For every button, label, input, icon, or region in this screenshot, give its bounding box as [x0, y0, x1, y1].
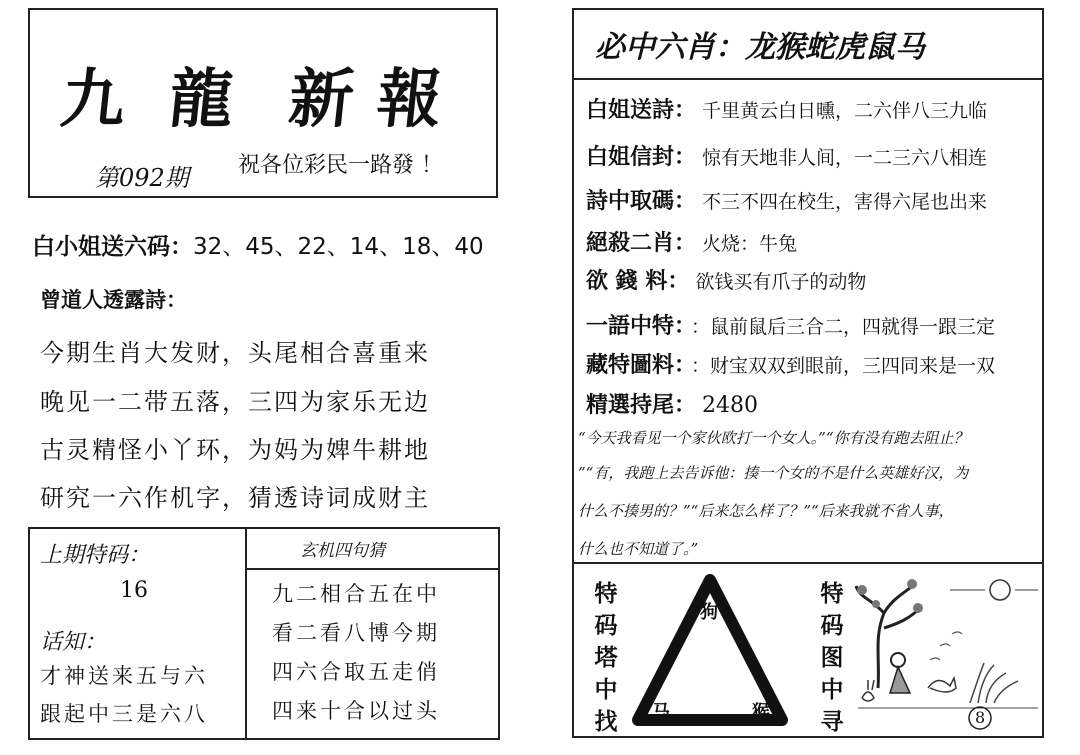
story-line-2: ”“有，我跑上去告诉他：揍一个女的不是什么英雄好汉，为 [578, 464, 969, 482]
riddle-line-3: 四六合取五走俏 [272, 660, 440, 684]
tower-animal-top: 狗 [700, 602, 718, 623]
poem-line-2: 晚见一二带五落，三四为家乐无边 [40, 388, 430, 416]
title-char-3: 新 [285, 62, 358, 137]
info-value: ：鼠前鼠后三合二，四就得一跟三定 [691, 316, 996, 338]
info-value: 火烧：牛兔 [702, 233, 798, 255]
poem-line-1: 今期生肖大发财，头尾相合喜重来 [40, 339, 430, 367]
info-row-kill-two [586, 226, 797, 257]
six-codes-label: 白小姐送六码： [32, 234, 193, 260]
tower-caption-char: 找 [594, 708, 618, 735]
info-value: 2480 [702, 393, 759, 418]
prev-code-label: 上期特码： [40, 543, 151, 568]
poem-line-4: 研究一六作机字，猜透诗词成财主 [40, 484, 430, 512]
info-value: 千里黄云白日曛，二六伴八三九临 [702, 100, 988, 122]
fruit-icon [907, 579, 917, 589]
prev-code-value: 16 [120, 578, 148, 603]
title-char-4: 報 [373, 62, 446, 137]
tower-caption [592, 578, 620, 738]
info-label: 精選持尾： [586, 392, 697, 418]
riddle-line-1: 九二相合五在中 [272, 582, 440, 606]
hint-line-1: 才神送来五与六 [40, 664, 208, 688]
info-row-poem [586, 93, 987, 124]
info-value: 不三不四在校生，害得六尾也出来 [702, 191, 988, 213]
person-body-icon [890, 667, 910, 693]
info-label: 藏特圖料： [586, 352, 686, 378]
info-row-poem-code [586, 184, 987, 215]
grass-icon [970, 663, 1018, 703]
tree-icon [856, 582, 920, 688]
riddle-line-4: 四来十合以过头 [272, 699, 440, 723]
info-value: ：财宝双双到眼前，三四同来是一双 [691, 355, 996, 377]
story-line-3: 什么不揍男的？”“后来怎么样了？”“后来我就不省人事， [578, 502, 954, 520]
poem-line-3: 古灵精怪小丫环，为妈为婢牛耕地 [40, 436, 430, 464]
fruit-icon [857, 585, 867, 595]
tower-animal-left: 马 [652, 702, 670, 723]
six-codes [32, 228, 484, 261]
tower-caption-char: 码 [594, 612, 618, 639]
picture-caption-char: 特 [820, 580, 844, 607]
picture-caption [818, 578, 846, 738]
story-line-4: 什么也不知道了。” [578, 540, 699, 558]
hint-label: 话知： [40, 630, 107, 655]
picture-caption-char: 码 [820, 612, 844, 639]
picture-number: 8 [975, 708, 986, 727]
poem-heading: 曾道人透露詩： [40, 288, 187, 312]
title-char-1: 九 [57, 62, 130, 137]
person-head-icon [891, 653, 905, 667]
picture-illustration [850, 568, 1040, 734]
info-row-hidden [586, 348, 995, 379]
issue-number: 第092期 [95, 164, 189, 192]
fruit-icon [913, 603, 923, 613]
info-label: 欲 錢 料： [586, 268, 690, 294]
picture-caption-char: 寻 [820, 708, 844, 735]
sun-icon [990, 580, 1010, 600]
tower-caption-char: 特 [594, 580, 618, 607]
riddle-line-2: 看二看八博今期 [272, 621, 440, 645]
fruit-icon [872, 600, 880, 608]
info-label: 一語中特： [586, 313, 686, 339]
picture-caption-char: 图 [820, 644, 844, 671]
story-line-1: “今天我看见一个家伙欧打一个女人。”“你有没有跑去阻止？ [578, 429, 969, 447]
killer-heading: 必中六肖：龙猴蛇虎鼠马 [595, 30, 925, 65]
info-label: 白姐信封： [586, 144, 697, 170]
bird-icon [930, 632, 962, 660]
right-bottom-divider [574, 562, 1042, 564]
rabbit-icon [862, 680, 874, 701]
info-value: 欲钱买有爪子的动物 [695, 271, 867, 293]
right-top-divider [574, 78, 1042, 80]
info-label: 詩中取碼： [586, 188, 697, 214]
tower-caption-char: 塔 [594, 644, 618, 671]
picture-caption-char: 中 [820, 676, 844, 703]
tower-animal-right: 猴 [752, 702, 770, 723]
info-row-tail [586, 388, 758, 419]
info-row-money [586, 264, 866, 295]
info-row-envelope [586, 140, 987, 171]
info-label: 絕殺二肖： [586, 230, 697, 256]
six-codes-values: 32、45、22、14、18、40 [193, 234, 484, 260]
tower-caption-char: 中 [594, 676, 618, 703]
hint-line-2: 跟起中三是六八 [40, 702, 208, 726]
riddle-title: 玄机四句猜 [300, 541, 385, 561]
cat-icon [928, 678, 956, 692]
info-label: 白姐送詩： [586, 97, 697, 123]
title-char-2: 龍 [165, 62, 238, 137]
slogan: 祝各位彩民一路發 ！ [238, 153, 443, 178]
info-row-one-word [586, 309, 995, 340]
info-value: 惊有天地非人间，一二三六八相连 [702, 147, 988, 169]
